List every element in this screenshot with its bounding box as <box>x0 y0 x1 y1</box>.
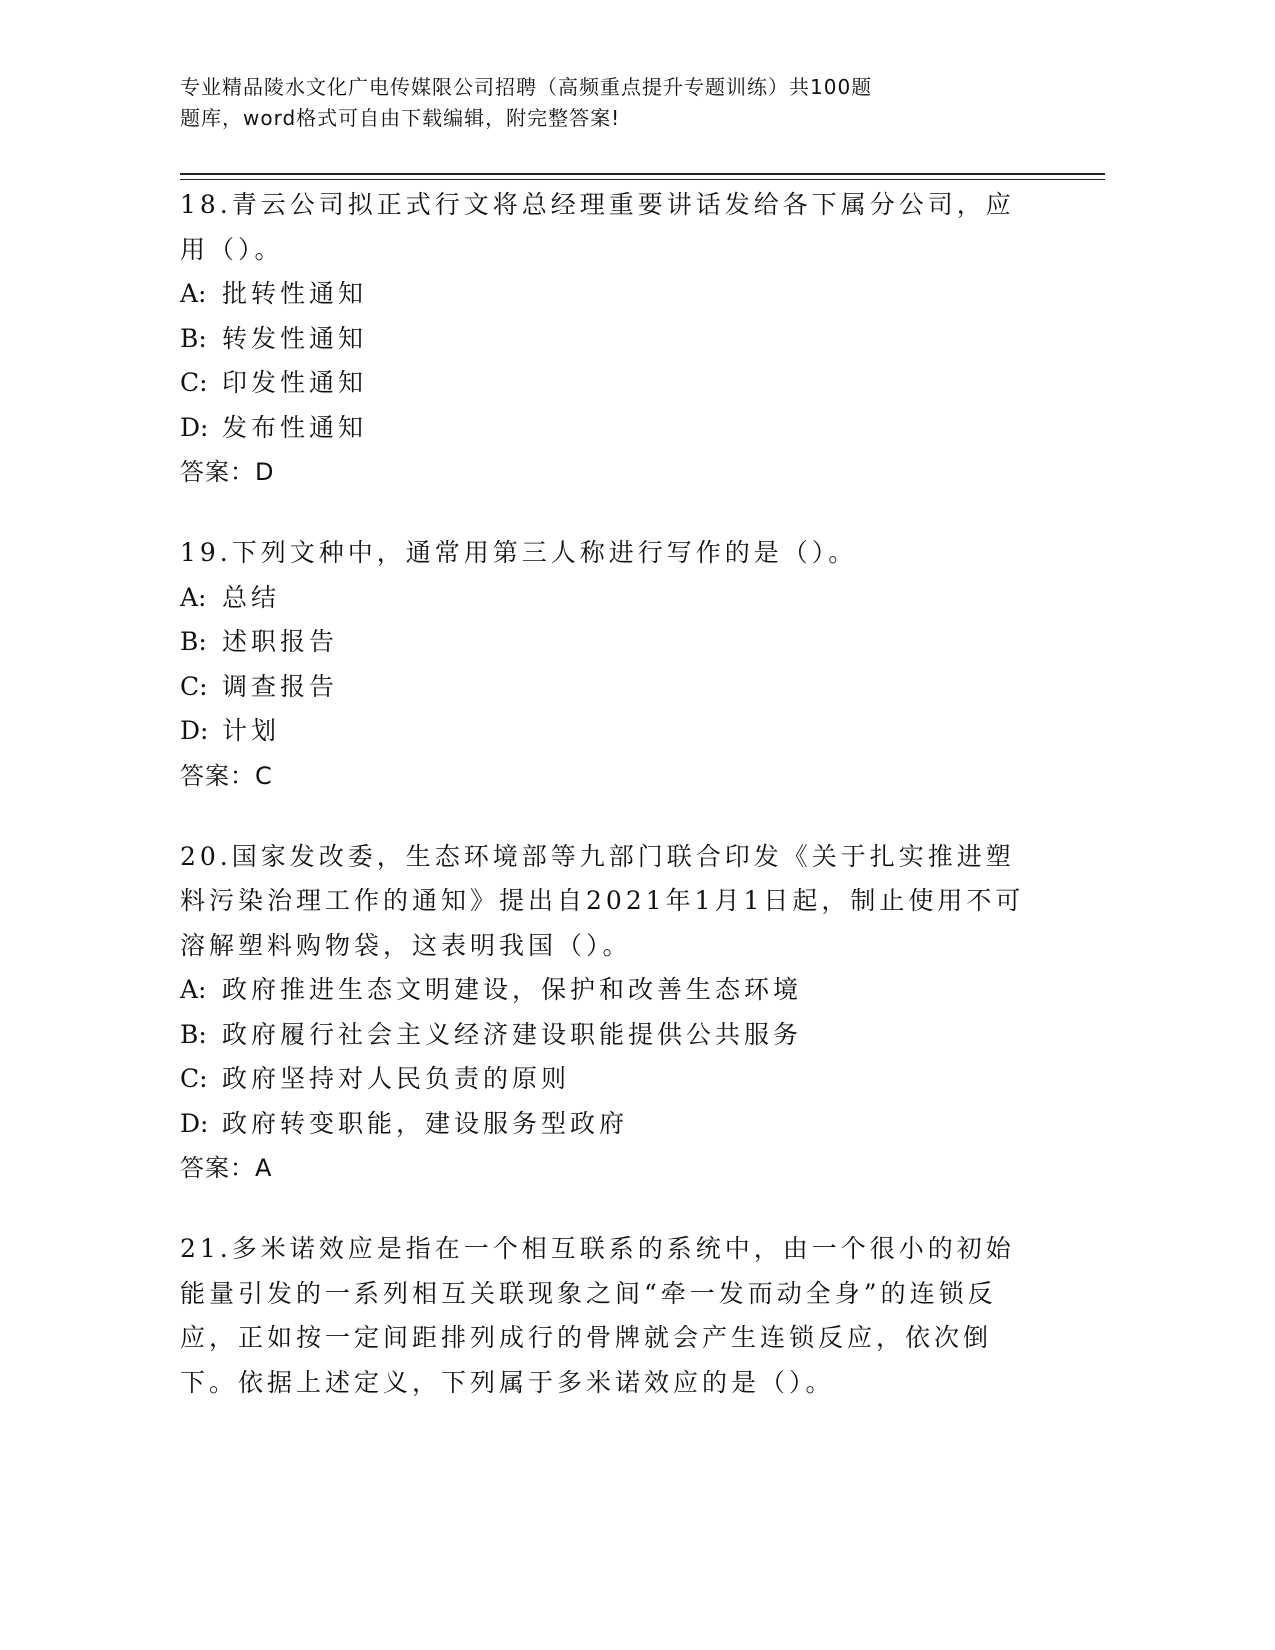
option-letter: C: <box>180 368 208 397</box>
option-letter: A: <box>180 279 207 308</box>
question-19 <box>180 531 1040 798</box>
option-d <box>180 406 1040 451</box>
header-line-1: 专业精品陵水文化广电传媒限公司招聘（高频重点提升专题训练）共100题 <box>180 75 873 99</box>
option-b <box>180 317 1040 362</box>
answer-line: 答案：D <box>180 458 275 486</box>
header-divider-thick <box>180 173 1105 175</box>
option-letter: B: <box>180 323 207 353</box>
question-20 <box>180 835 1040 1191</box>
question-stem: 19.下列文种中，通常用第三人称进行写作的是（）。 <box>180 538 858 567</box>
header-line-2: 题库，word格式可自由下载编辑，附完整答案! <box>180 106 621 130</box>
option-letter: D: <box>180 1108 209 1138</box>
option-b <box>180 620 1040 665</box>
question-list <box>180 183 1040 1442</box>
header-divider-thin <box>180 179 1105 180</box>
option-b <box>180 1013 1040 1058</box>
question-18 <box>180 183 1040 494</box>
question-stem: 18.青云公司拟正式行文将总经理重要讲话发给各下属分公司，应用（）。 <box>180 190 1015 264</box>
option-c <box>180 1057 1040 1102</box>
option-text: 计划 <box>222 716 281 745</box>
option-letter: A: <box>180 582 207 612</box>
option-text: 调查报告 <box>222 671 339 701</box>
option-text: 转发性通知 <box>222 323 368 353</box>
option-letter: A: <box>180 975 207 1004</box>
option-text: 总结 <box>222 582 281 612</box>
option-letter: D: <box>180 412 209 442</box>
document-header <box>180 72 1000 134</box>
option-text: 印发性通知 <box>222 368 368 397</box>
question-stem: 21.多米诺效应是指在一个相互联系的系统中，由一个很小的初始能量引发的一系列相互关联现象之间“牵一发而动全身”的连锁反应，正如按一定间距排列成行的骨牌就会产生连锁反应，依次倒下。依据上述定义，下列属于多米诺效应的是（）。 <box>180 1234 1015 1397</box>
option-a <box>180 968 1040 1013</box>
option-d <box>180 709 1040 754</box>
answer-line: 答案：C <box>180 761 273 790</box>
option-text: 发布性通知 <box>222 412 368 442</box>
question-stem: 20.国家发改委，生态环境部等九部门联合印发《关于扎实推进塑料污染治理工作的通知》提出自2021年1月1日起，制止使用不可溶解塑料购物袋，这表明我国（）。 <box>180 841 1025 960</box>
option-d <box>180 1102 1040 1147</box>
option-letter: C: <box>180 671 208 701</box>
option-a <box>180 576 1040 621</box>
option-letter: B: <box>180 627 207 656</box>
question-21 <box>180 1227 1040 1405</box>
option-text: 政府履行社会主义经济建设职能提供公共服务 <box>222 1019 803 1049</box>
option-letter: B: <box>180 1019 207 1049</box>
option-letter: C: <box>180 1064 208 1093</box>
option-text: 述职报告 <box>222 627 339 656</box>
option-c <box>180 361 1040 406</box>
option-c <box>180 665 1040 710</box>
option-text: 批转性通知 <box>222 279 368 308</box>
option-letter: D: <box>180 716 209 745</box>
option-text: 政府推进生态文明建设，保护和改善生态环境 <box>222 975 803 1004</box>
option-text: 政府转变职能，建设服务型政府 <box>222 1108 629 1138</box>
option-text: 政府坚持对人民负责的原则 <box>222 1064 571 1093</box>
option-a <box>180 272 1040 317</box>
answer-line: 答案：A <box>180 1154 273 1182</box>
